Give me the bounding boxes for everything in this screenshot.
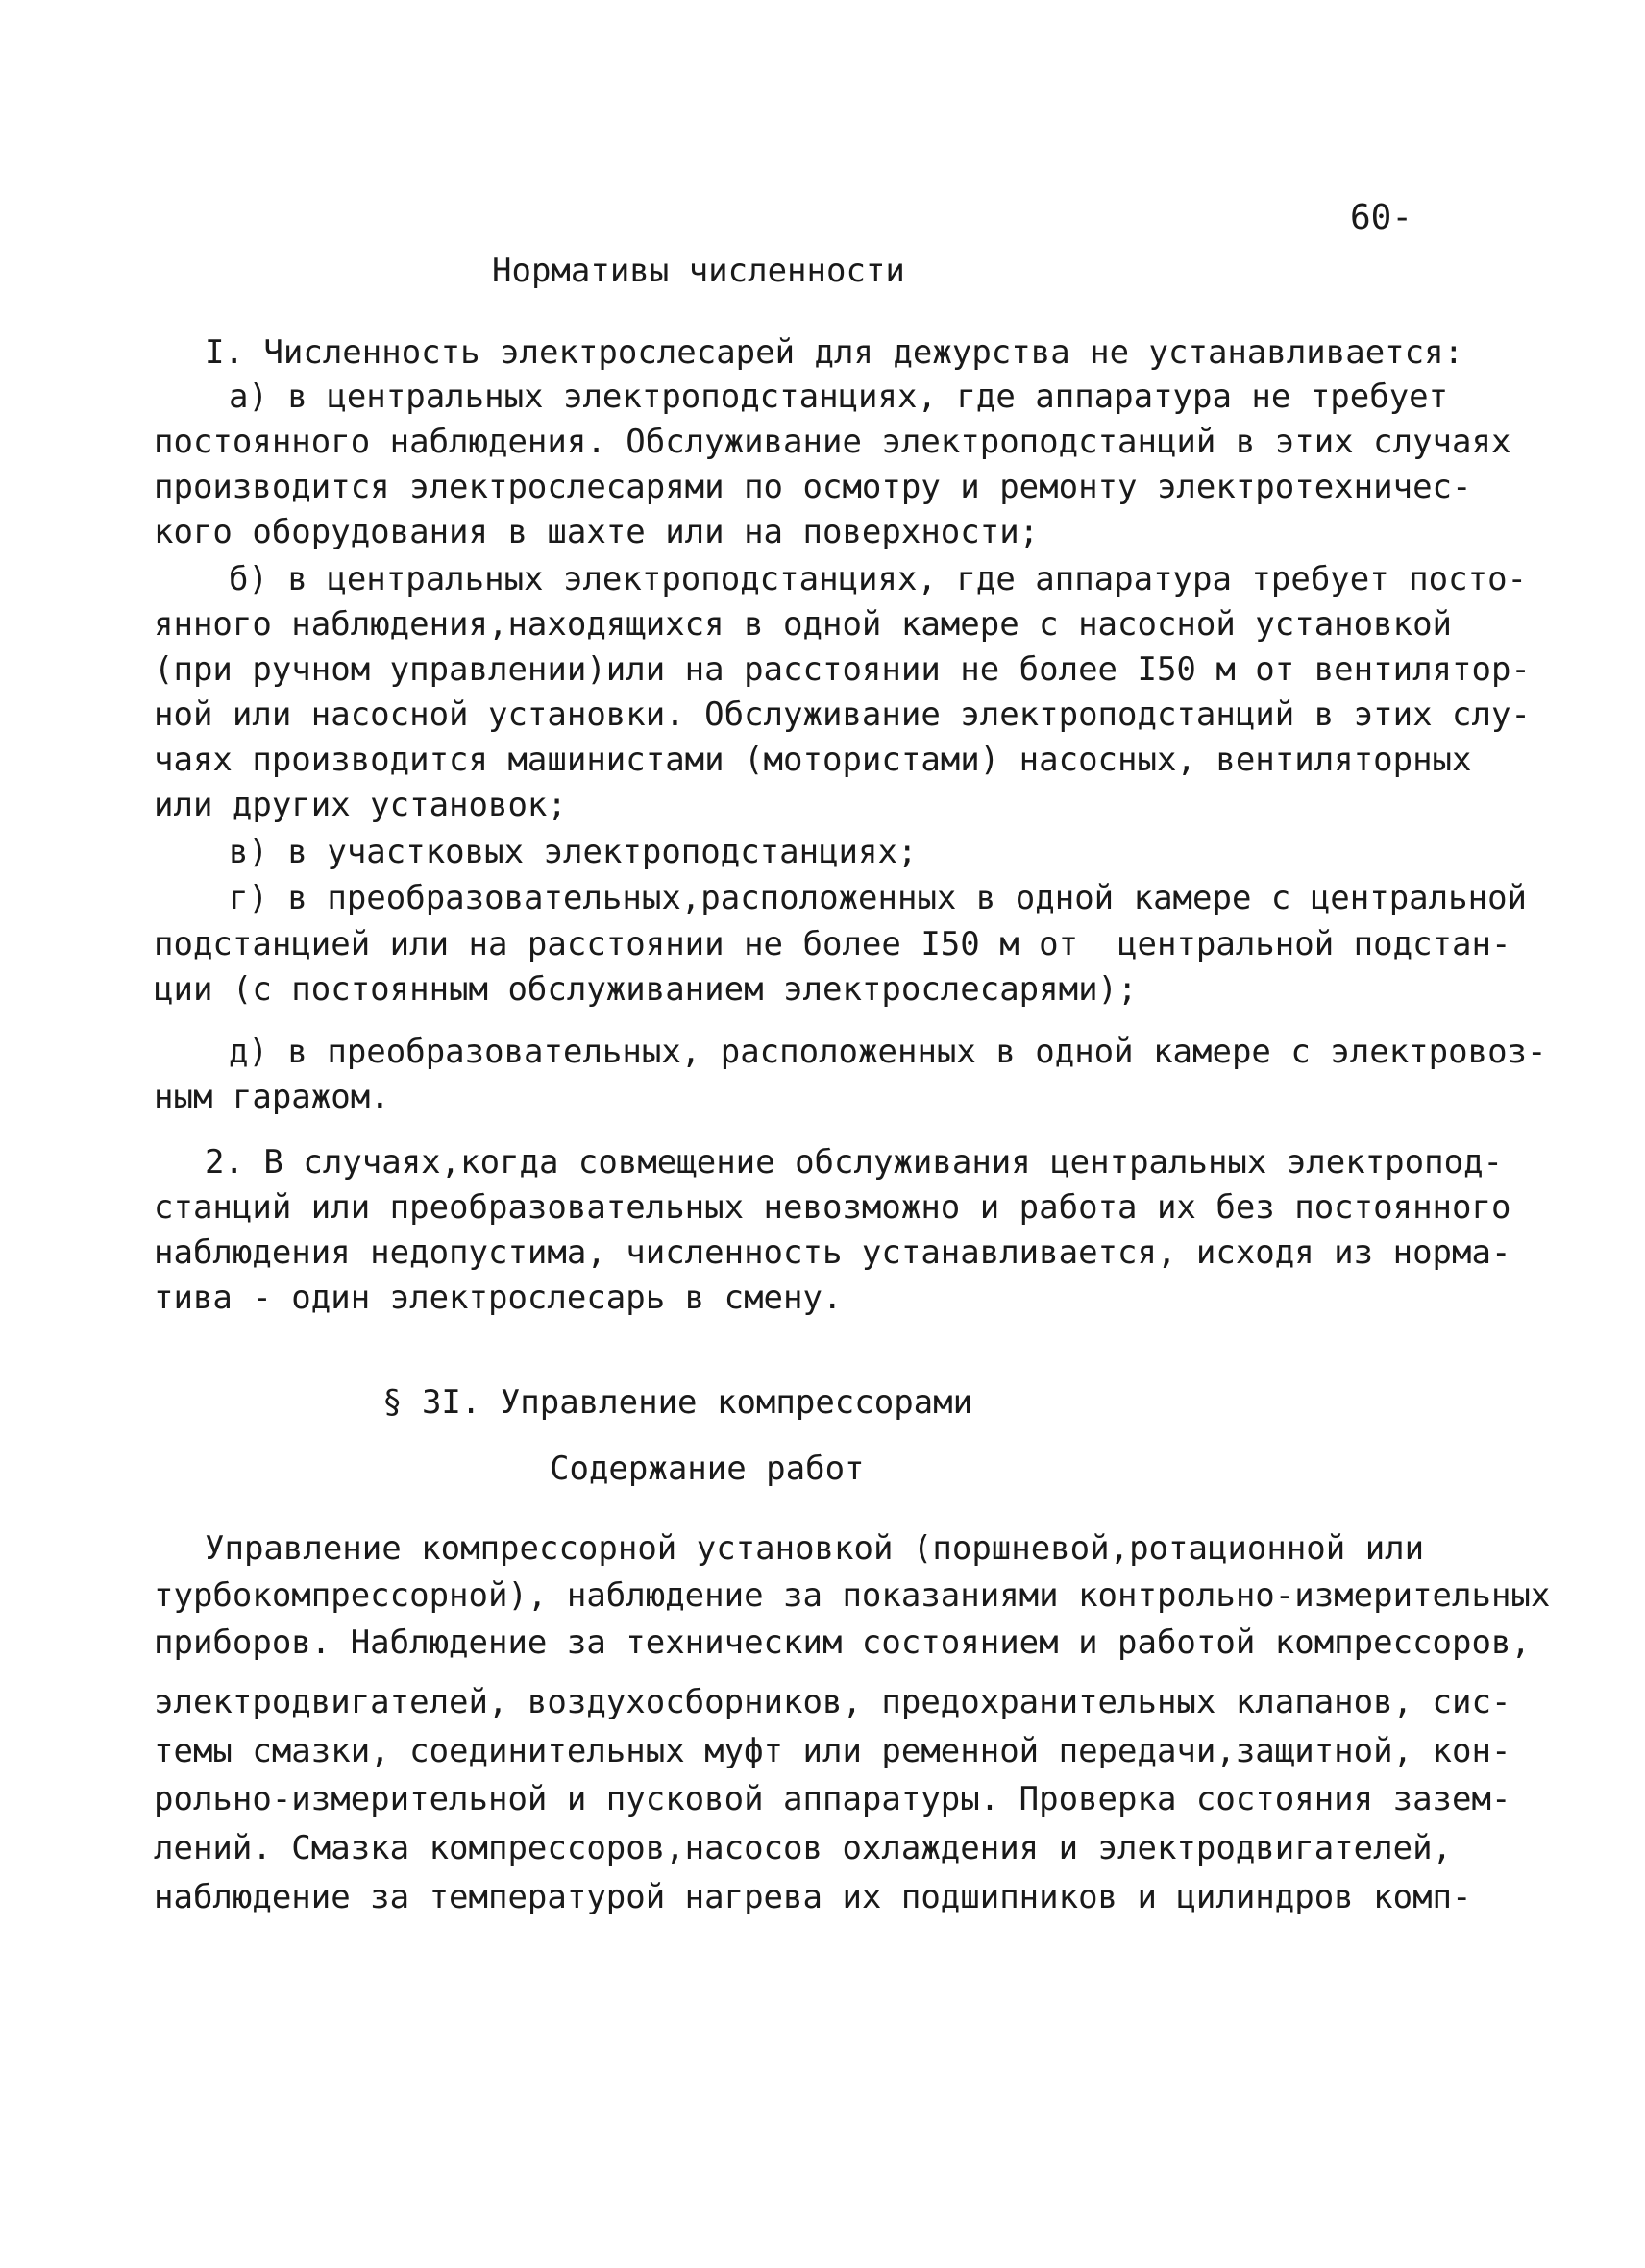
paragraph-line: производится электрослесарями по осмотру и ремонту электротехничес- [154,468,1472,506]
paragraph-line: в) в участковых электроподстанциях; [229,833,918,871]
paragraph-line: станций или преобразовательных невозможно и работа их без постоянного [154,1188,1511,1227]
paragraph-line: лений. Смазка компрессоров,насосов охлаждения и электродвигателей, [154,1829,1453,1867]
paragraph-line: б) в центральных электроподстанциях, где аппаратура требует посто- [229,560,1528,598]
paragraph-line: а) в центральных электроподстанциях, где аппаратура не требует [229,378,1449,416]
paragraph-line: тива - один электрослесарь в смену. [154,1279,843,1317]
paragraph-line: или других установок; [154,786,567,824]
paragraph-line: ной или насосной установки. Обслуживание электроподстанций в этих слу- [154,695,1531,734]
paragraph-line: чаях производится машинистами (мотористами) насосных, вентиляторных [154,741,1472,779]
section-title-norms: Нормативы численности [492,252,905,290]
paragraph-line: приборов. Наблюдение за техническим состоянием и работой компрессоров, [154,1623,1531,1662]
section-title-compressors: § 3I. Управление компрессорами [382,1383,973,1422]
paragraph-line: ции (с постоянным обслуживанием электрослесарями); [154,970,1138,1009]
paragraph-line: д) в преобразовательных, расположенных в одной камере с электровоз- [229,1033,1547,1071]
paragraph-line: Управление компрессорной установкой (поршневой,ротационной или [205,1529,1425,1568]
paragraph-line: ным гаражом. [154,1078,390,1116]
paragraph-line: рольно-измерительной и пусковой аппаратуры. Проверка состояния зазем- [154,1780,1511,1818]
paragraph-line: наблюдения недопустима, численность устанавливается, исходя из норма- [154,1233,1511,1272]
paragraph-line: темы смазки, соединительных муфт или ременной передачи,защитной, кон- [154,1732,1511,1770]
paragraph-line: турбокомпрессорной), наблюдение за показаниями контрольно-измерительных [154,1576,1551,1615]
page-number: 60- [1350,198,1413,237]
paragraph-line: янного наблюдения,находящихся в одной камере с насосной установкой [154,605,1453,644]
paragraph-line: 2. В случаях,когда совмещение обслуживания центральных электропод- [205,1143,1504,1182]
paragraph-line: (при ручном управлении)или на расстоянии не более I50 м от вентилятор- [154,650,1531,689]
section-subtitle: Содержание работ [550,1450,865,1488]
paragraph-line: постоянного наблюдения. Обслуживание электроподстанций в этих случаях [154,423,1511,461]
paragraph-line: электродвигателей, воздухосборников, предохранительных клапанов, сис- [154,1683,1511,1721]
paragraph-line: I. Численность электрослесарей для дежурства не устанавливается: [205,333,1464,372]
paragraph-line: кого оборудования в шахте или на поверхности; [154,513,1040,551]
paragraph-line: наблюдение за температурой нагрева их подшипников и цилиндров комп- [154,1878,1472,1916]
paragraph-line: г) в преобразовательных,расположенных в одной камере с центральной [229,879,1528,917]
paragraph-line: подстанцией или на расстоянии не более I50 м от центральной подстан- [154,925,1511,963]
